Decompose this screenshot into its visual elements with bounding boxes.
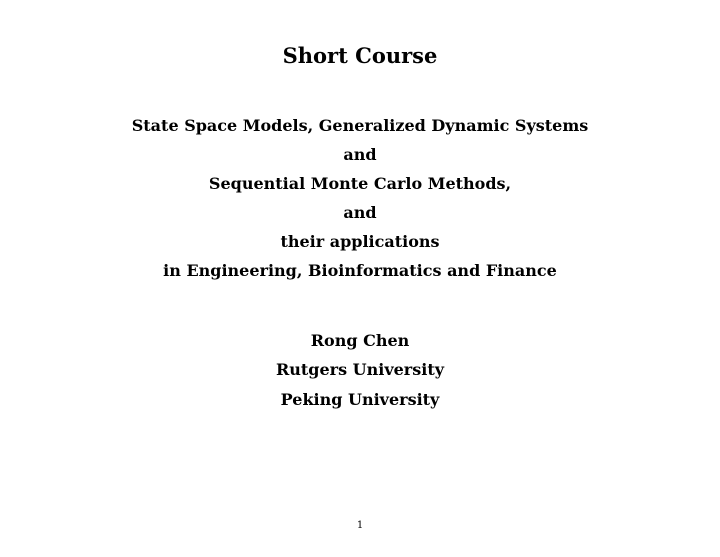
author-affiliation-2: Peking University xyxy=(280,390,440,409)
topic-line-4: and xyxy=(343,203,377,222)
topic-line-6: in Engineering, Bioinformatics and Finance xyxy=(163,261,557,280)
page-number: 1 xyxy=(356,520,364,531)
topic-line-1: State Space Models, Generalized Dynamic Systems xyxy=(131,116,589,135)
topic-line-3: Sequential Monte Carlo Methods, xyxy=(208,174,512,193)
topic-line-5: their applications xyxy=(280,232,440,251)
author-affiliation-1: Rutgers University xyxy=(275,360,445,379)
slide-title: Short Course xyxy=(282,43,438,68)
topic-line-2: and xyxy=(343,145,377,164)
author-name: Rong Chen xyxy=(310,331,410,350)
